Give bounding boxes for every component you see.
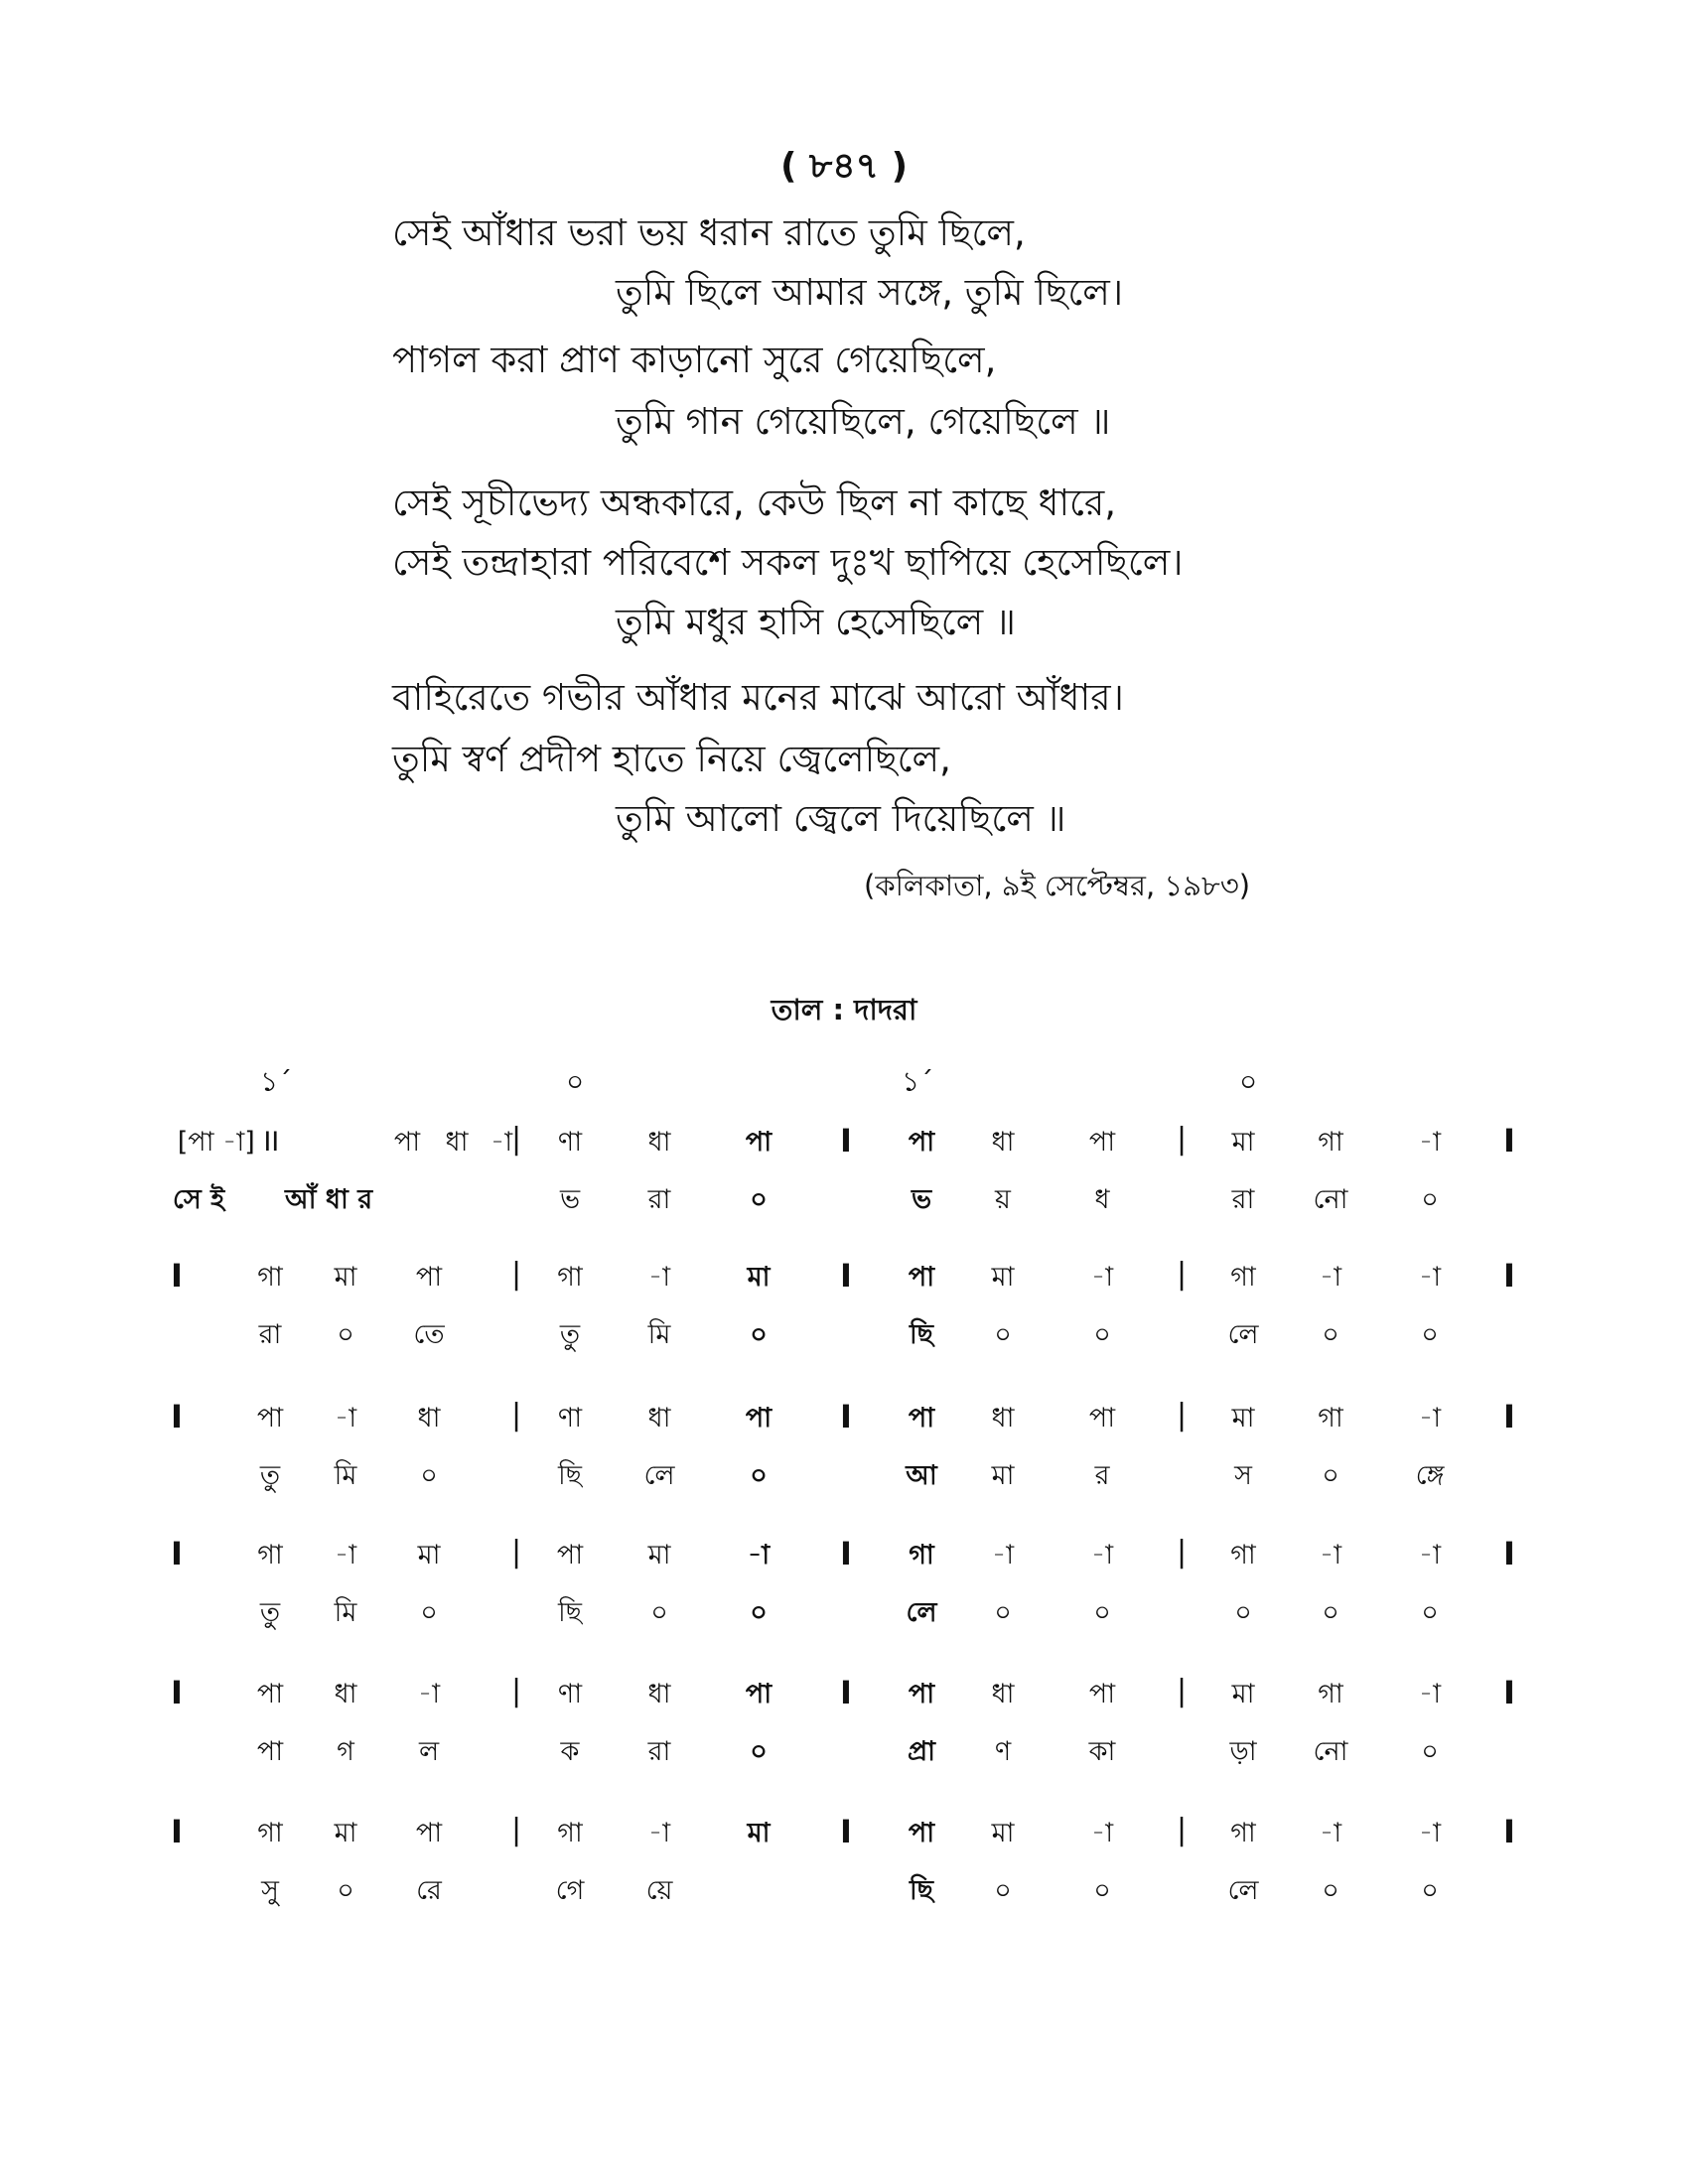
lyric-syllable: ০ — [1421, 1597, 1439, 1628]
lyric-syllable: ০ — [1322, 1460, 1339, 1491]
lyric-syllable: পা — [256, 1736, 284, 1767]
swara-note: মা — [991, 1262, 1015, 1293]
lyric-syllable: ণ — [994, 1736, 1012, 1767]
bar-line: | — [1176, 1535, 1188, 1570]
lyric-line: সেই আঁধার ভরা ভয় ধরান রাতে তুমি ছিলে, — [392, 211, 1026, 254]
bar-line: | — [510, 1674, 522, 1708]
bar-line: I — [840, 1535, 852, 1572]
bar-line: | — [510, 1535, 522, 1570]
lyric-syllable: ০ — [1421, 1184, 1439, 1215]
lyric-syllable: ০ — [994, 1875, 1012, 1906]
lyric-syllable: য় — [995, 1184, 1011, 1215]
lyric-syllable: য়ে — [645, 1875, 673, 1906]
lyric-syllable: ল — [418, 1736, 440, 1767]
bar-line: | — [510, 1398, 522, 1433]
lyric-line: তুমি মধুর হাসি হেসেছিলে ॥ — [616, 601, 1016, 643]
swara-note: মা — [334, 1818, 357, 1848]
lyric-syllable: তু — [259, 1597, 281, 1628]
swara-note: -া — [334, 1403, 357, 1433]
swara-note: ণা — [557, 1403, 583, 1433]
swara-note: ধা — [445, 1127, 469, 1158]
lyric-syllable: ০ — [1421, 1319, 1439, 1350]
bar-line: I — [1503, 1674, 1515, 1711]
bar-line: I — [171, 1535, 183, 1572]
swara-note: গা — [1318, 1127, 1343, 1158]
swara-note: গা — [257, 1818, 283, 1848]
swara-note: পা — [415, 1262, 443, 1293]
swara-note: গা — [1230, 1540, 1256, 1570]
lyric-line: তুমি গান গেয়েছিলে, গেয়েছিলে ॥ — [616, 400, 1111, 443]
swara-note: মা — [1231, 1127, 1255, 1158]
swara-note: পা — [1088, 1679, 1116, 1709]
swara-note: মা — [417, 1540, 441, 1570]
lyric-syllable: মা — [991, 1460, 1015, 1491]
lyric-syllable: ০ — [750, 1184, 768, 1215]
bar-line: | — [1176, 1257, 1188, 1292]
lyric-syllable: ০ — [1421, 1736, 1439, 1767]
lyric-syllable: তে — [413, 1319, 445, 1350]
lyric-syllable: গে — [555, 1875, 585, 1906]
swara-note: গা — [557, 1818, 583, 1848]
lyric-syllable: ছি — [557, 1597, 583, 1628]
lyric-syllable: মি — [334, 1460, 357, 1491]
swara-note: গা — [1318, 1403, 1343, 1433]
swara-note: -া — [1319, 1540, 1342, 1570]
swara-note: -া — [1319, 1262, 1342, 1293]
lyric-syllable: লে — [1227, 1319, 1259, 1350]
swara-note: পা — [1088, 1127, 1116, 1158]
swara-note: -া — [1418, 1403, 1442, 1433]
lyric-syllable: ০ — [1093, 1875, 1111, 1906]
swara-note: -া — [1418, 1127, 1442, 1158]
lyric-syllable: রা — [647, 1184, 671, 1215]
lyric-syllable: ০ — [650, 1597, 668, 1628]
lyric-syllable: লে — [906, 1597, 937, 1628]
bar-line: I — [171, 1257, 183, 1295]
lyric-syllable: ০ — [750, 1597, 768, 1628]
composition-dateline: (কলিকাতা, ৯ই সেপ্টেম্বর, ১৯৮৩) — [864, 869, 1251, 902]
bar-line: | — [1176, 1813, 1188, 1847]
lyric-syllable: ০ — [1322, 1875, 1339, 1906]
taal-heading: তাল : দাদরা — [771, 993, 917, 1026]
lyric-syllable: ধ — [1094, 1184, 1110, 1215]
lyric-syllable: ০ — [1421, 1875, 1439, 1906]
swara-note: পা — [556, 1540, 584, 1570]
lyric-syllable: ০ — [1322, 1319, 1339, 1350]
beat-mark: ১´ — [902, 1065, 934, 1098]
lyric-line: তুমি আলো জ্বেলে দিয়েছিলে ॥ — [616, 797, 1066, 840]
swara-note: পা — [1088, 1403, 1116, 1433]
bar-line: I — [1503, 1535, 1515, 1572]
swara-note: পা — [256, 1403, 284, 1433]
swara-note: পা — [745, 1679, 773, 1709]
lyric-syllable: নো — [1313, 1736, 1348, 1767]
swara-note: মা — [991, 1818, 1015, 1848]
swara-note: গা — [1318, 1679, 1343, 1709]
swara-note: পা — [908, 1403, 935, 1433]
swara-note: ধা — [991, 1127, 1015, 1158]
lyric-syllable: ০ — [1093, 1319, 1111, 1350]
swara-note: মা — [334, 1262, 357, 1293]
lyric-syllable: ০ — [750, 1319, 768, 1350]
lyric-line: পাগল করা প্রাণ কাড়ানো সুরে গেয়েছিলে, — [392, 339, 997, 381]
lyric-syllable: প্রা — [908, 1736, 935, 1767]
bar-line: | — [1176, 1674, 1188, 1708]
swara-note: -া — [334, 1540, 357, 1570]
bar-line: | — [510, 1257, 522, 1292]
beat-mark: ০ — [566, 1065, 585, 1098]
bar-line: I — [1503, 1122, 1515, 1160]
lyric-syllable: ০ — [1093, 1597, 1111, 1628]
lyric-syllable: ছি — [909, 1875, 934, 1906]
lyric-syllable: ০ — [994, 1319, 1012, 1350]
bar-line: I — [840, 1398, 852, 1435]
lyric-syllable: আঁ ধা র — [285, 1184, 373, 1215]
bar-line: I — [171, 1813, 183, 1850]
lyric-syllable: লে — [1227, 1875, 1259, 1906]
swara-note: পা — [908, 1679, 935, 1709]
swara-note: -া — [490, 1127, 513, 1158]
swara-note: গা — [909, 1540, 934, 1570]
bar-line: I — [840, 1674, 852, 1711]
beat-mark: ১´ — [260, 1065, 293, 1098]
swara-note: -া — [747, 1540, 771, 1570]
swara-note: -া — [1090, 1262, 1114, 1293]
swara-note: মা — [747, 1818, 771, 1848]
lyric-syllable: ঙ্গে — [1415, 1460, 1445, 1491]
lyric-syllable: রা — [258, 1319, 282, 1350]
swara-note: ণা — [557, 1127, 583, 1158]
lyric-syllable: ০ — [420, 1460, 438, 1491]
swara-note: মা — [647, 1540, 671, 1570]
lyric-syllable: রে — [416, 1875, 442, 1906]
swara-note: ধা — [647, 1679, 671, 1709]
lyric-syllable: মি — [334, 1597, 357, 1628]
lyric-line: সেই সূচীভেদ্য অন্ধকারে, কেউ ছিল না কাছে ধারে, — [392, 481, 1117, 524]
bar-line: I — [1503, 1398, 1515, 1435]
swara-note: পা — [908, 1262, 935, 1293]
swara-note: গা — [257, 1540, 283, 1570]
bar-line: I — [1503, 1813, 1515, 1850]
swara-note: -া — [991, 1540, 1015, 1570]
lyric-syllable: ভ — [559, 1184, 581, 1215]
lyric-syllable: ০ — [337, 1875, 354, 1906]
bar-line: I — [1503, 1257, 1515, 1295]
bar-line: | — [1176, 1398, 1188, 1433]
lyric-syllable: ভ — [911, 1184, 932, 1215]
lyric-syllable: ০ — [750, 1460, 768, 1491]
lyric-syllable: ০ — [994, 1597, 1012, 1628]
page-number: ( ৮৪৭ ) — [779, 146, 909, 187]
swara-note: গা — [1230, 1818, 1256, 1848]
bar-line: I — [840, 1257, 852, 1295]
swara-note: মা — [747, 1262, 771, 1293]
bar-line: I — [171, 1674, 183, 1711]
lyric-syllable: ০ — [420, 1597, 438, 1628]
swara-note: -া — [1319, 1818, 1342, 1848]
swara-note: পা — [908, 1127, 935, 1158]
bar-line: I — [840, 1122, 852, 1160]
swara-note: ধা — [647, 1403, 671, 1433]
lyric-syllable: ০ — [750, 1736, 768, 1767]
lyric-syllable: ০ — [1234, 1597, 1252, 1628]
swara-note: -া — [1090, 1818, 1114, 1848]
lyric-syllable: মি — [647, 1319, 671, 1350]
swara-note: পা — [256, 1679, 284, 1709]
lyric-line: তুমি স্বর্ণ প্রদীপ হাতে নিয়ে জ্বেলেছিলে, — [392, 738, 951, 780]
swara-note: ধা — [991, 1679, 1015, 1709]
lyric-syllable: স — [1234, 1460, 1252, 1491]
swara-note: -া — [1418, 1540, 1442, 1570]
lyric-syllable: ছি — [557, 1460, 583, 1491]
lyric-line: বাহিরেতে গভীর আঁধার মনের মাঝে আরো আঁধার। — [392, 676, 1124, 719]
lyric-line: সেই তন্দ্রাহারা পরিবেশে সকল দুঃখ ছাপিয়ে হেসেছিলে। — [392, 541, 1184, 584]
beat-marks — [0, 1060, 1688, 1100]
lyric-syllable: ছি — [909, 1319, 934, 1350]
notation-intro: [পা -া] II — [177, 1127, 280, 1158]
swara-note: ধা — [991, 1403, 1015, 1433]
swara-note: -া — [1418, 1818, 1442, 1848]
lyric-syllable: ড়া — [1229, 1736, 1257, 1767]
swara-note: গা — [1230, 1262, 1256, 1293]
beat-mark: ০ — [1239, 1065, 1258, 1098]
lyric-syllable: ক — [560, 1736, 580, 1767]
swara-note: -া — [1090, 1540, 1114, 1570]
lyric-syllable: রা — [647, 1736, 671, 1767]
swara-note: -া — [1418, 1679, 1442, 1709]
lyric-syllable: রা — [1231, 1184, 1255, 1215]
bar-line: I — [840, 1813, 852, 1850]
lyric-syllable: র — [1094, 1460, 1110, 1491]
swara-note: মা — [1231, 1403, 1255, 1433]
swara-note: ধা — [417, 1403, 441, 1433]
lyric-syllable: লে — [643, 1460, 675, 1491]
lyric-syllable: সে ই — [172, 1184, 225, 1215]
lyric-syllable: আ — [906, 1460, 937, 1491]
swara-note: পা — [908, 1818, 935, 1848]
swara-note: পা — [745, 1127, 773, 1158]
lyric-syllable: তু — [559, 1319, 581, 1350]
swara-note: -া — [647, 1818, 671, 1848]
lyric-syllable: সু — [261, 1875, 279, 1906]
swara-note: পা — [415, 1818, 443, 1848]
swara-note: -া — [417, 1679, 441, 1709]
swara-note: পা — [745, 1403, 773, 1433]
lyric-line: তুমি ছিলে আমার সঙ্গে, তুমি ছিলে। — [616, 271, 1124, 314]
swara-note: পা — [393, 1127, 421, 1158]
lyric-syllable: গ — [337, 1736, 354, 1767]
bar-line: | — [510, 1813, 522, 1847]
bar-line: | — [1176, 1122, 1188, 1157]
lyric-syllable: নো — [1313, 1184, 1348, 1215]
swara-note: ধা — [647, 1127, 671, 1158]
swara-note: ণা — [557, 1679, 583, 1709]
lyric-syllable: ০ — [337, 1319, 354, 1350]
lyric-syllable: তু — [259, 1460, 281, 1491]
bar-line: | — [510, 1122, 522, 1157]
lyric-syllable: ০ — [1322, 1597, 1339, 1628]
swara-note: গা — [557, 1262, 583, 1293]
swara-note: ধা — [334, 1679, 357, 1709]
bar-line: I — [171, 1398, 183, 1435]
swara-note: গা — [257, 1262, 283, 1293]
swara-note: -া — [1418, 1262, 1442, 1293]
swara-note: -া — [647, 1262, 671, 1293]
lyric-syllable: কা — [1088, 1736, 1116, 1767]
swara-note: মা — [1231, 1679, 1255, 1709]
